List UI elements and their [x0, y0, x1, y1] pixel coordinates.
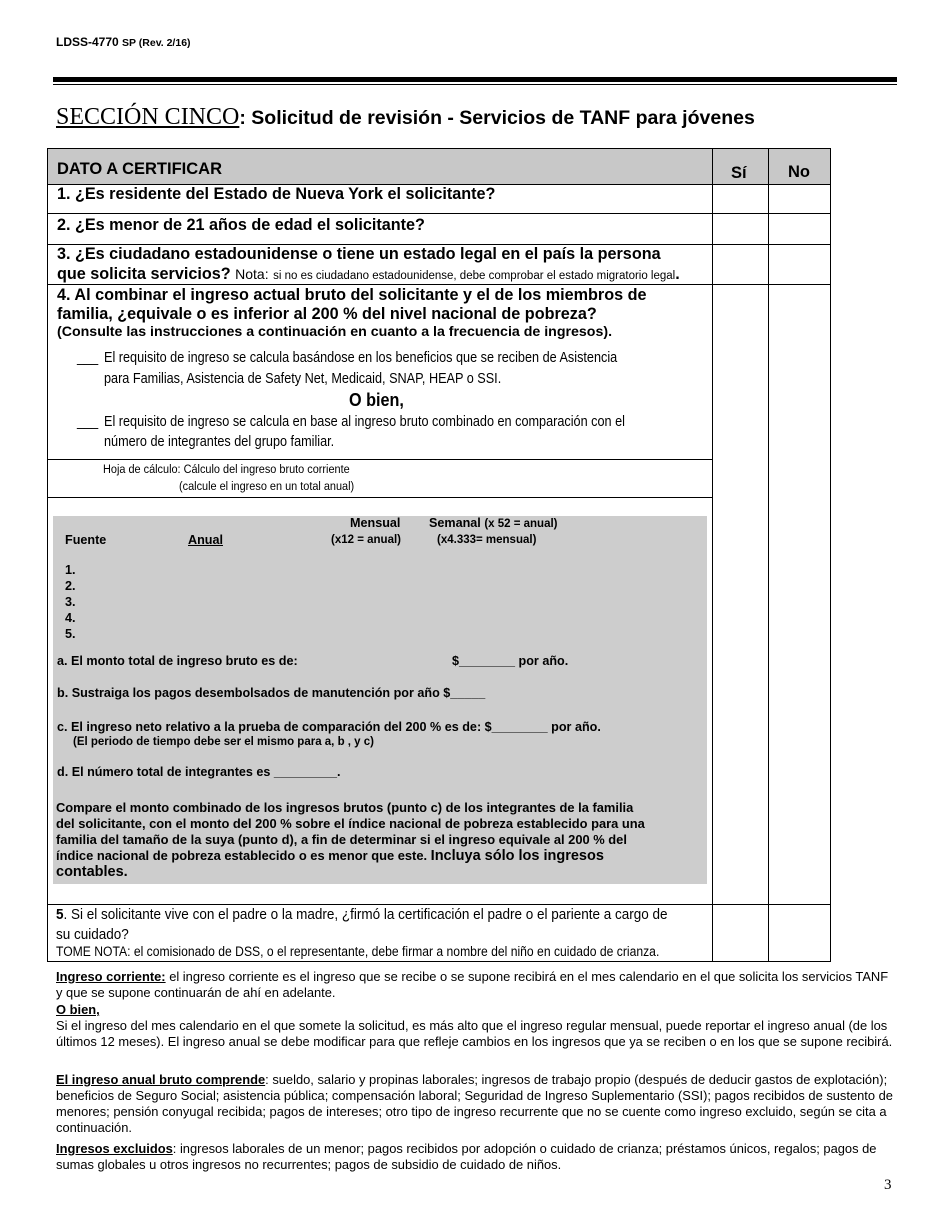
gross-income-definition [56, 1072, 896, 1136]
q5-no-cell[interactable] [769, 905, 830, 961]
household-members[interactable]: d. El número total de integrantes es _________. [57, 765, 341, 779]
q4-no-cell[interactable] [769, 285, 830, 904]
page-title [56, 104, 755, 131]
col-header-no: No [788, 163, 810, 181]
question-3-line-2 [57, 265, 680, 284]
section-title: : Solicitud de revisión - Servicios de TANF para jóvenes [239, 107, 755, 129]
current-income-label: Ingreso corriente: [56, 969, 166, 984]
question-3-text: que solicita servicios? [57, 265, 231, 283]
col-monthly-note: (x12 = anual) [331, 534, 401, 546]
col-weekly-note: (x 52 = anual) [484, 518, 558, 530]
col-header-item: DATO A CERTIFICAR [57, 160, 222, 178]
question-1: 1. ¿Es residente del Estado de Nueva York el solicitante? [57, 185, 496, 203]
form-number: LDSS-4770 [56, 35, 119, 49]
current-income-definition [56, 969, 896, 1001]
question-5-note: TOME NOTA: el comisionado de DSS, o el representante, debe firmar a nombre del niño en cuidado de crianza. [56, 944, 660, 959]
q3-no-cell[interactable] [769, 245, 830, 284]
source-row-4: 4. [65, 611, 76, 625]
comparison-line-2: del solicitante, con el monto del 200 % sobre el índice nacional de pobreza establecido para una [56, 816, 645, 831]
excluded-income-text: : ingresos laborales de un menor; pagos recibidos por adopción o cuidado de crianza; préstamos únicos, regalos; pagos de sumas globales u otros ingresos no recurrentes; pagos de subsidio de cuidado de niños. [56, 1141, 877, 1172]
support-payments[interactable]: b. Sustraiga los pagos desembolsados de manutención por año $_____ [57, 686, 486, 700]
question-3-note: si no es ciudadano estadounidense, debe comprobar el estado migratorio legal [273, 270, 676, 282]
q1-no-cell[interactable] [769, 185, 830, 213]
comparison-line-1: Compare el monto combinado de los ingresos brutos (punto c) de los integrantes de la familia [56, 800, 634, 815]
col-header-yes: Sí [731, 164, 747, 182]
option-2-line-2: número de integrantes del grupo familiar. [104, 434, 335, 450]
question-5-number: 5 [56, 906, 64, 923]
or-definition [56, 1002, 896, 1050]
question-2: 2. ¿Es menor de 21 años de edad el solicitante? [57, 216, 425, 234]
question-3-note-end: . [675, 265, 680, 283]
row-divider-worksheet [47, 497, 713, 498]
col-weekly [429, 516, 558, 530]
worksheet-title: Hoja de cálculo: Cálculo del ingreso bruto corriente [103, 462, 350, 476]
q1-yes-cell[interactable] [713, 185, 768, 213]
source-row-3: 3. [65, 595, 76, 609]
section-name: SECCIÓN CINCO [56, 104, 240, 130]
worksheet-subtitle: (calcule el ingreso en un total anual) [179, 479, 355, 493]
col-source: Fuente [65, 533, 107, 547]
q5-yes-cell[interactable] [713, 905, 768, 961]
col-weekly-note-2: (x4.333= mensual) [437, 534, 537, 546]
option-1-line-1: El requisito de ingreso se calcula basándose en los beneficios que se reciben de Asistencia [104, 350, 618, 366]
comparison-emphasis-end: contables. [56, 864, 128, 880]
q3-yes-cell[interactable] [713, 245, 768, 284]
form-revision: SP (Rev. 2/16) [122, 37, 191, 49]
q2-no-cell[interactable] [769, 214, 830, 244]
or-text: Si el ingreso del mes calendario en el que somete la solicitud, es más alto que el ingreso regular mensual, puede reportar el ingreso anual (de los últimos 12 meses). El ingreso anual se debe modificar para que refleje cambios en los ingresos que ya se reciben o en los que se supone recibirá. [56, 1018, 893, 1049]
comparison-line-3: familia del tamaño de la suya (punto d), a fin de determinar si el ingreso equivale al 200 % del [56, 832, 627, 847]
option-2-line-1: El requisito de ingreso se calcula en base al ingreso bruto combinado en comparación con el [104, 414, 625, 430]
option-1-blank[interactable]: ___ [77, 350, 99, 366]
comparison-instructions [56, 800, 706, 880]
source-row-2: 2. [65, 579, 76, 593]
net-income[interactable]: c. El ingreso neto relativo a la prueba de comparación del 200 % es de: $________ por año. [57, 720, 601, 734]
col-weekly-label: Semanal [429, 516, 481, 530]
option-1-line-2: para Familias, Asistencia de Safety Net, Medicaid, SNAP, HEAP o SSI. [104, 371, 502, 387]
comparison-emphasis: Incluya sólo los ingresos [430, 848, 604, 864]
question-4-line-1: 4. Al combinar el ingreso actual bruto del solicitante y el de los miembros de [57, 286, 647, 304]
question-5 [56, 905, 668, 945]
gross-income-label: El ingreso anual bruto comprende [56, 1072, 266, 1087]
question-5-line-2: su cuidado? [56, 926, 129, 943]
question-5-line-1: . Si el solicitante vive con el padre o la madre, ¿firmó la certificación el padre o el pariente a cargo de [63, 906, 668, 923]
question-3-note-label: Nota: [235, 266, 269, 282]
comparison-line-4: índice nacional de pobreza establecido o es menor que este. [56, 848, 428, 863]
excluded-income-label: Ingresos excluidos [56, 1141, 173, 1156]
q2-yes-cell[interactable] [713, 214, 768, 244]
excluded-income-definition [56, 1141, 896, 1173]
question-4-instructions: (Consulte las instrucciones a continuación en cuanto a la frecuencia de ingresos). [57, 324, 613, 340]
total-gross-amount[interactable]: $________ por año. [452, 654, 569, 668]
question-3-line-1: 3. ¿Es ciudadano estadounidense o tiene un estado legal en el país la persona [57, 245, 661, 263]
or-label: O bien, [56, 1002, 100, 1017]
col-monthly: Mensual [350, 516, 401, 530]
source-row-5: 5. [65, 627, 76, 641]
or-separator: O bien, [349, 390, 404, 410]
gross-income-text: : sueldo, salario y propinas laborales; ingresos de trabajo propio (después de deducir gastos de explotación); beneficios de Seguro Social; asistencia pública; compensación laboral; Seguridad de Ingreso Suplementario (SSI); pagos recibidos de sustento de menores; pensión conyugal recibida; pagos de intereses; otro tipo de ingreso recurrente que no se cuente como ingreso excluido, según se cita a continuación. [56, 1072, 893, 1135]
question-4-line-2: familia, ¿equivale o es inferior al 200 % del nivel nacional de pobreza? [57, 305, 597, 323]
net-income-note: (El periodo de tiempo debe ser el mismo para a, b , y c) [73, 736, 374, 748]
form-id [56, 35, 191, 49]
header-rule-thin [53, 84, 897, 85]
col-annual: Anual [188, 533, 223, 547]
current-income-text: el ingreso corriente es el ingreso que se recibe o se supone recibirá en el mes calendario en el que solicita los servicios TANF y que se supone continuarán de ahí en adelante. [56, 969, 889, 1000]
option-2-blank[interactable]: ___ [77, 414, 99, 430]
header-rule-thick [53, 77, 897, 82]
page-number: 3 [884, 1177, 892, 1193]
row-divider-q4-worksheet [47, 459, 713, 460]
total-gross-label: a. El monto total de ingreso bruto es de: [57, 654, 298, 668]
q4-yes-cell[interactable] [713, 285, 768, 904]
source-row-1: 1. [65, 563, 76, 577]
